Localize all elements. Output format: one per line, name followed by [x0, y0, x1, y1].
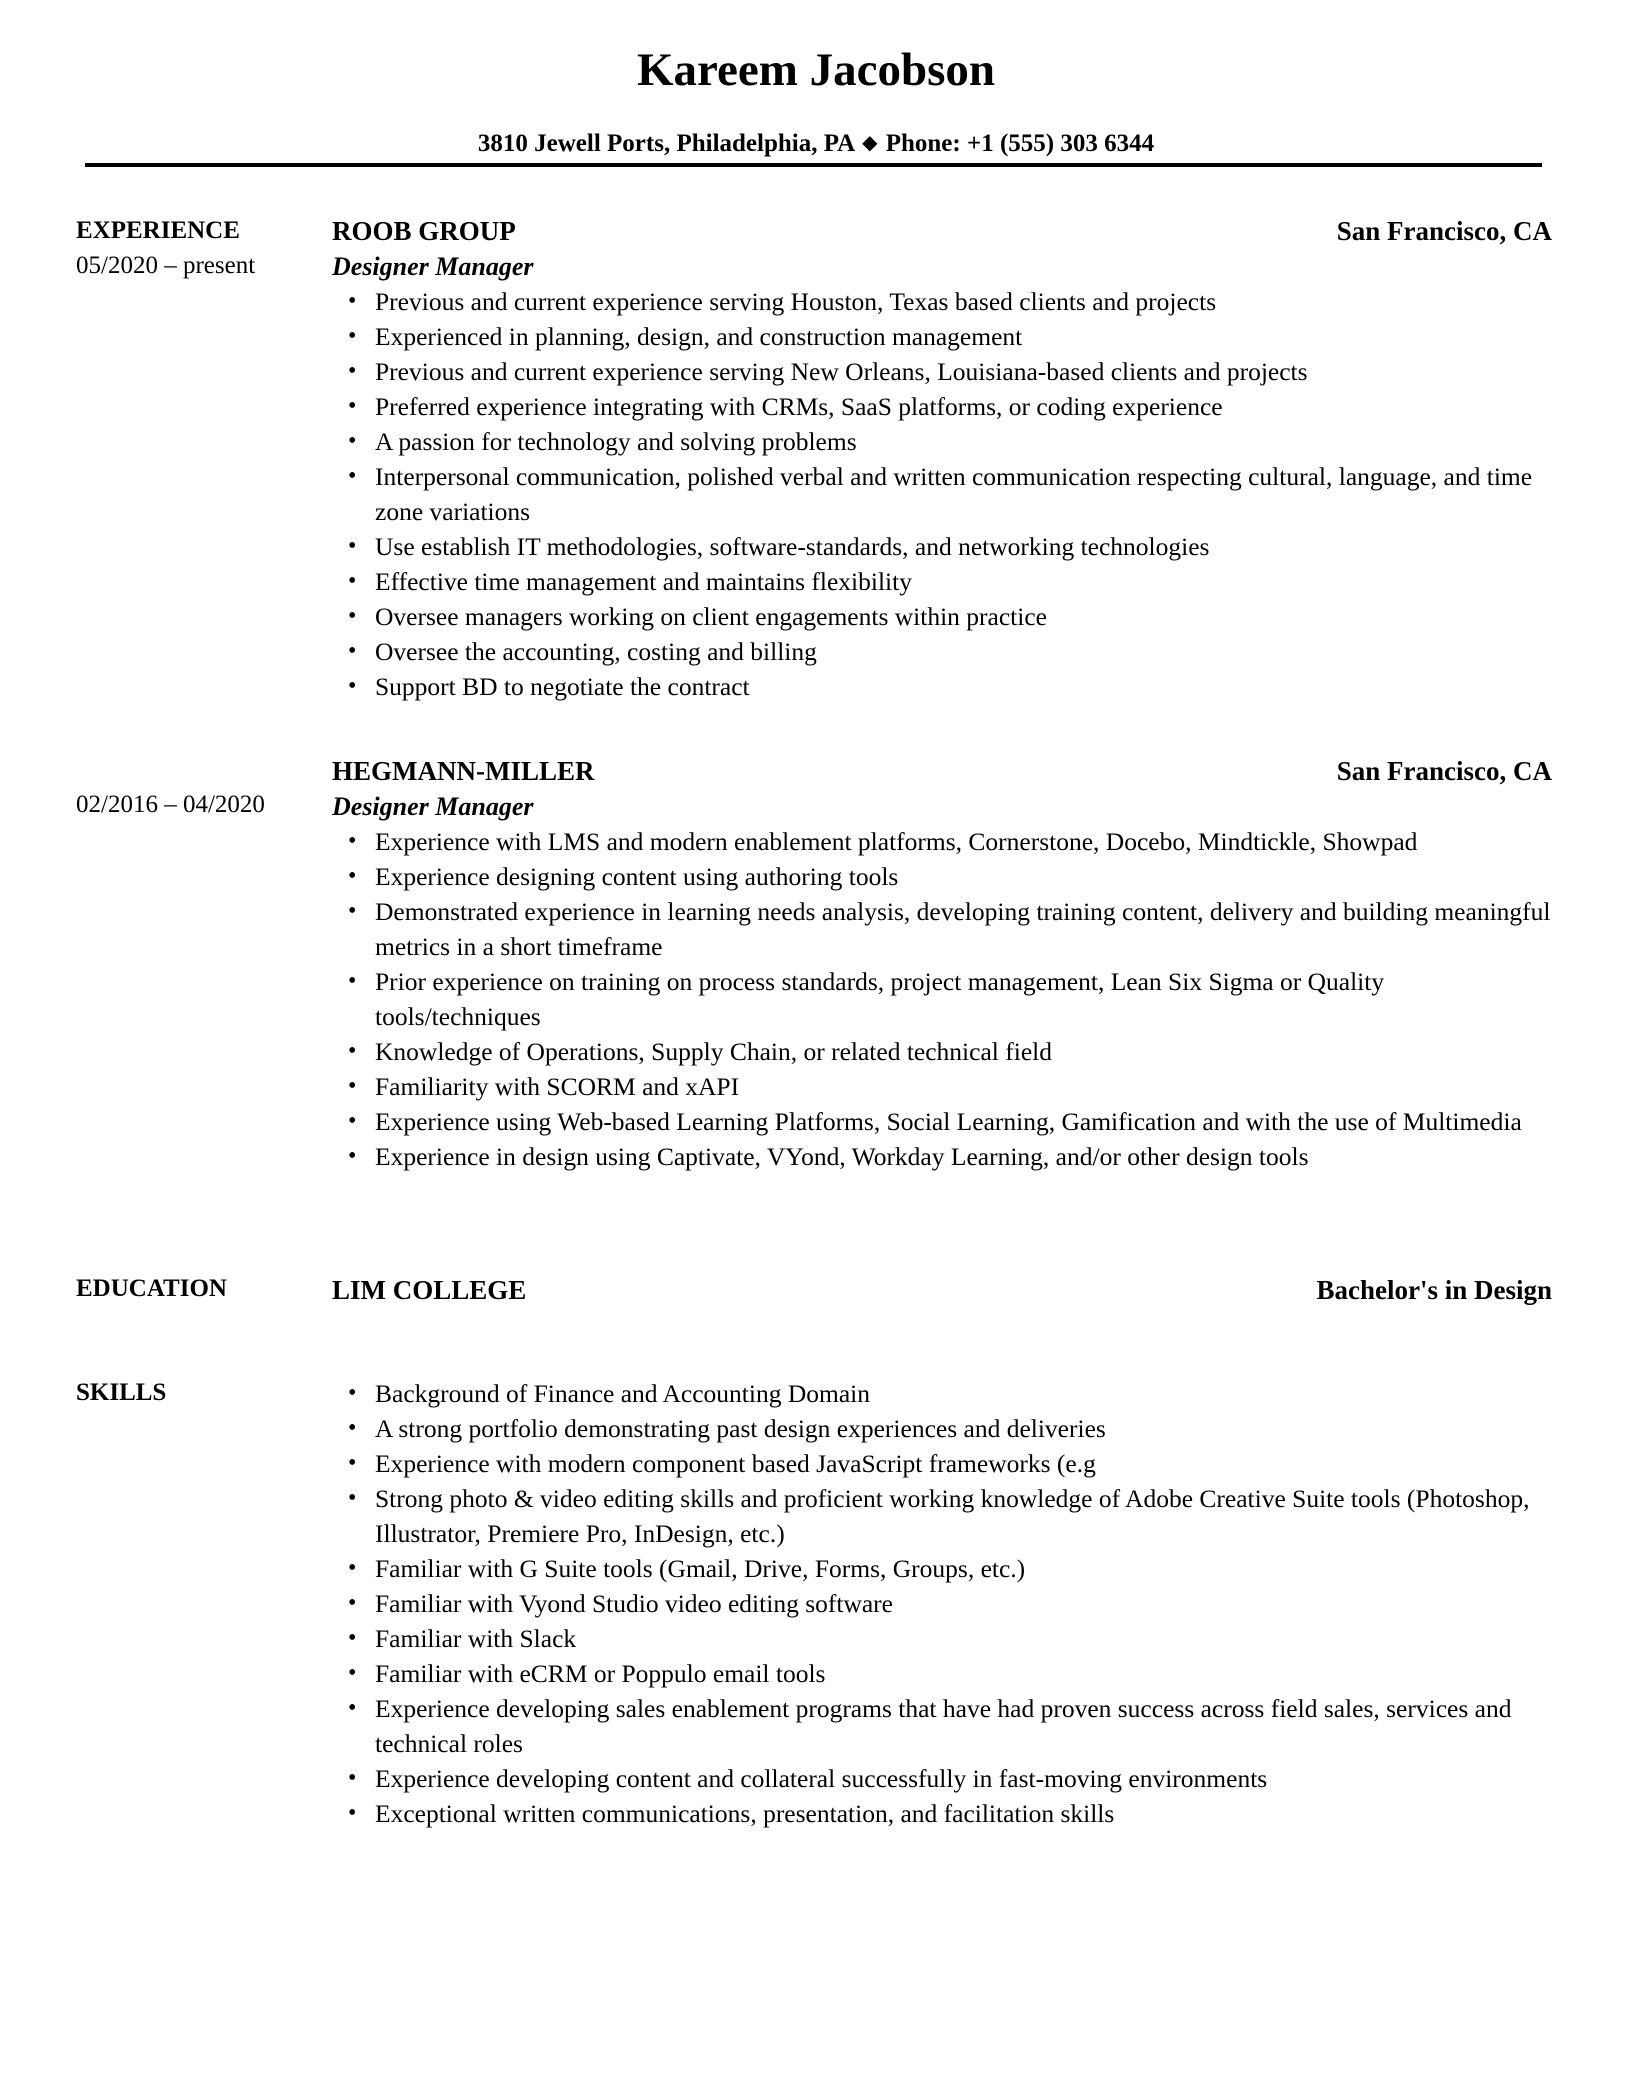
section-label-experience: EXPERIENCE	[76, 217, 240, 244]
job-bullets	[332, 284, 1552, 704]
list-item: • Preferred experience integrating with CRMs, SaaS platforms, or coding experience	[375, 389, 1552, 424]
candidate-name: Kareem Jacobson	[636, 44, 996, 96]
job-title: Designer Manager	[332, 792, 534, 821]
skills-entry	[332, 1376, 1552, 1831]
list-item: • Experience with LMS and modern enablement platforms, Cornerstone, Docebo, Mindtickle, Showpad	[375, 824, 1552, 859]
contact-line	[0, 128, 1632, 161]
list-item: • Previous and current experience serving New Orleans, Louisiana-based clients and projects	[375, 354, 1552, 389]
list-item: • A strong portfolio demonstrating past design experiences and deliveries	[375, 1411, 1552, 1446]
job-entry	[332, 753, 1552, 1174]
list-item: • Interpersonal communication, polished verbal and written communication respecting cultural, language, and time zone variations	[375, 459, 1552, 529]
list-item: • Use establish IT methodologies, software-standards, and networking technologies	[375, 529, 1552, 564]
job-entry	[332, 213, 1552, 704]
company-name: ROOB GROUP	[332, 216, 516, 246]
address: 3810 Jewell Ports, Philadelphia, PA	[477, 130, 854, 157]
list-item: • Knowledge of Operations, Supply Chain, or related technical field	[375, 1034, 1552, 1069]
list-item: • Experience using Web-based Learning Platforms, Social Learning, Gamification and with the use of Multimedia	[375, 1104, 1552, 1139]
list-item: • Experienced in planning, design, and construction management	[375, 319, 1552, 354]
company-name: HEGMANN-MILLER	[332, 756, 595, 786]
list-item: • Oversee the accounting, costing and billing	[375, 634, 1552, 669]
list-item: • Oversee managers working on client engagements within practice	[375, 599, 1552, 634]
list-item: • Familiar with Vyond Studio video editing software	[375, 1586, 1552, 1621]
diamond-separator-icon: ◆	[862, 132, 878, 154]
list-item: • Familiar with Slack	[375, 1621, 1552, 1656]
list-item: • Experience designing content using authoring tools	[375, 859, 1552, 894]
list-item: • Experience developing sales enablement programs that have had proven success across field sales, services and technical roles	[375, 1691, 1552, 1761]
job-location: San Francisco, CA	[1336, 216, 1552, 246]
job-location: San Francisco, CA	[1336, 756, 1552, 786]
list-item: • Familiar with eCRM or Poppulo email tools	[375, 1656, 1552, 1691]
job-title: Designer Manager	[332, 252, 534, 281]
list-item: • Effective time management and maintains flexibility	[375, 564, 1552, 599]
list-item: • Prior experience on training on process standards, project management, Lean Six Sigma or Quality tools/techniques	[375, 964, 1552, 1034]
job-header	[332, 753, 1552, 789]
list-item: • Experience developing content and collateral successfully in fast-moving environments	[375, 1761, 1552, 1796]
header-divider	[85, 163, 1542, 167]
list-item: • Demonstrated experience in learning needs analysis, developing training content, delivery and building meaningful metrics in a short timeframe	[375, 894, 1552, 964]
list-item: • Strong photo & video editing skills and proficient working knowledge of Adobe Creative Suite tools (Photoshop, Illustrator, Premiere Pro, InDesign, etc.)	[375, 1481, 1552, 1551]
degree: Bachelor's in Design	[1316, 1275, 1552, 1305]
list-item: • A passion for technology and solving problems	[375, 424, 1552, 459]
list-item: • Experience with modern component based JavaScript frameworks (e.g	[375, 1446, 1552, 1481]
list-item: • Familiar with G Suite tools (Gmail, Drive, Forms, Groups, etc.)	[375, 1551, 1552, 1586]
education-entry	[332, 1272, 1552, 1308]
education-header	[332, 1272, 1552, 1308]
school-name: LIM COLLEGE	[332, 1275, 527, 1305]
job-bullets	[332, 824, 1552, 1174]
skills-list	[332, 1376, 1552, 1831]
section-label-education: EDUCATION	[76, 1275, 227, 1302]
section-label-skills: SKILLS	[76, 1379, 167, 1406]
list-item: • Background of Finance and Accounting Domain	[375, 1376, 1552, 1411]
phone: Phone: +1 (555) 303 6344	[885, 130, 1155, 157]
job-dates: 02/2016 – 04/2020	[76, 791, 265, 818]
list-item: • Support BD to negotiate the contract	[375, 669, 1552, 704]
list-item: • Previous and current experience serving Houston, Texas based clients and projects	[375, 284, 1552, 319]
job-dates: 05/2020 – present	[76, 252, 256, 279]
list-item: • Experience in design using Captivate, VYond, Workday Learning, and/or other design tools	[375, 1139, 1552, 1174]
list-item: • Exceptional written communications, presentation, and facilitation skills	[375, 1796, 1552, 1831]
list-item: • Familiarity with SCORM and xAPI	[375, 1069, 1552, 1104]
job-header	[332, 213, 1552, 249]
